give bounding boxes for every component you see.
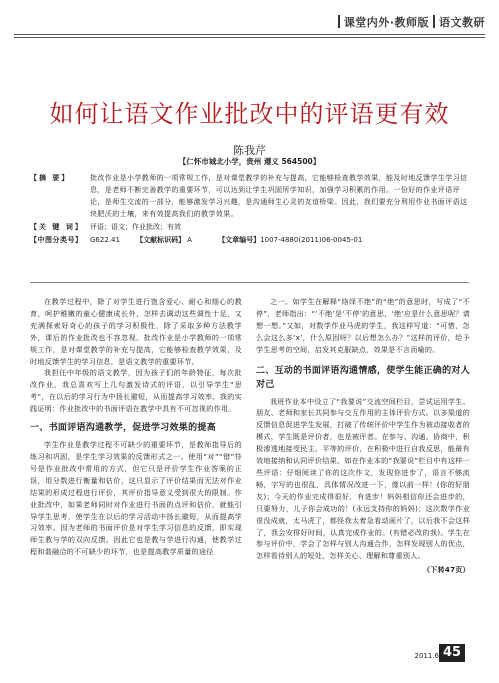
article-title: 如何让语文作业批改中的评语更有效	[49, 100, 450, 128]
header-rule-thin	[14, 37, 485, 38]
journal-header	[334, 14, 485, 30]
abstract-text: 批改作业是小学教师的一项常规工作，是对课堂教学的补充与提高，它能够检查教学效果，能及时地反馈学生学习信息，是老师不断完善教学的重要环节，可以达到让学生巩固所学知识，加强学习积累的作用。一份好的作业评语评论，是师生交流的一部分，能够激发学习兴趣，是沟通师生心灵的友谊桥梁。因此，我们要充分利用作业书面评语这块肥沃的土壤，来有效提高我们的教学效果。	[90, 174, 468, 218]
author-affiliation: 【仁怀市城北小学，贵州 遵义 564500】	[178, 157, 321, 166]
abstract-rule	[30, 282, 469, 283]
clc-code: G622.41	[90, 236, 120, 244]
keywords-label: 【关 键 词】	[30, 223, 84, 231]
abstract-row	[30, 172, 472, 220]
keywords-row	[30, 221, 472, 233]
page-number: 45	[439, 644, 465, 662]
section-heading-1: 一、书面评语沟通教学，促进学习效果的提高	[30, 423, 217, 434]
classification-row	[30, 234, 472, 246]
article-author: 陈我芹	[233, 144, 266, 157]
keywords-text: 评语；语文；作业批改；有效	[90, 223, 181, 231]
abstract-label: 【摘 要】	[30, 174, 71, 182]
left-column	[30, 296, 242, 558]
section-name: 语文教研	[439, 16, 485, 29]
paragraph: 我班作业本中设立了“我要说”交流空间栏目，尝试运用学生、朋友、老师和家长共同参与交互作用的主体评价方式。以多渠道的反馈信息促进学生发展，打破了传统评价中学生作为被动接收者的模式，学生既是评价者，也是被评者。在参与、沟通、协商中，积极渗透地接受民主、平等的评价，在积极中进行自我反思，能最有效地接纳和认同评价结果。如在作业本的“我要说”栏目中有这样一些评语：仔细阅读了你的这次作文，发现你进步了，语言不够流畅，字写的也很乱，具体情况改进一下，像以前一样！(你的好朋友)；今天的作业完成得很好，有进步！妈妈相信你还会进步的，只要努力，儿子你会成功的！(永远支持你的妈妈)；这次数学作业很没成就，太马虎了，都怪我太着急看动画片了，以后我不会这样了，我会安排好时间，认真完成作业的。(有错必改的我)。学生在参与评价中，学会了怎样与别人沟通合作，怎样发现别人的优点，怎样看待别人的短处，怎样关心、理解和尊重别人。	[256, 396, 470, 561]
issue-date: 2011.6	[414, 652, 439, 660]
header-bar-icon	[338, 15, 340, 28]
abstract-block	[30, 172, 472, 246]
doc-code: A	[187, 236, 192, 244]
right-column	[256, 296, 470, 576]
serial-number: 1007-4880(2011)06-0045-01	[260, 236, 363, 244]
continued-note: （下转47页）	[422, 565, 470, 575]
serial-label: 【文章编号】	[218, 236, 261, 244]
paragraph: 学生作业是教学过程不可缺少的重要环节，是教师指导后的练习和巩固，是学生学习效果的反馈形式之一。使用“对”“错”符号是作业批改中常用的方式，但它只是评价学生作业答案的正误，用分数进行衡量和估价，这只显示了评价结果而无法对作业结果的形成过程进行评价，其评价指导意义受到很大的限制。作业批改中，如果老师同时对作业进行书面的点评和估价，就能引导学生思考，使学生在以后的学习活动中扬长避短，从而提高学习效率。因为老师的书面评价是对学生学习信息的反馈，即实现师生教与学的双向反馈。因此它也是教与学进行沟通，使教学过程和谐融洽的不可缺少的环节，也是提高教学质量的途径	[30, 440, 242, 557]
paragraph: 在教学过程中，除了对学生进行饱含爱心、耐心和细心的教育，呵护稚嫩的童心健康成长外，怎样去调动这些调性十足，又充满探索好奇心的孩子的学习积极性，除了采取多种方法教学外，课后的作业批改也不容忽视。批改作业是小学教师的一项常规工作，是对课堂教学的补充与提高，它能够检查教学效果，及时地反馈学生的学习信息，是语文教学的重要环节。	[30, 297, 242, 366]
paragraph: 之一。如学生在解释“络绎不绝”的“绝”的意思时，写成了“不停”，老师指出：“‘不绝’是‘不停’的意思，‘绝’应是什么意思呢？请想一想。”又如，对数学作业马虎的学生，我这样写道：“可惜，怎么会这么多‘x’，什么原因呀？以后想怎么办？”这样的评价，给予学生思考的空间，启发其克服缺点，效果是不言而喻的。	[256, 297, 470, 354]
doc-code-label: 【文献标识码】	[136, 236, 186, 244]
journal-name: 课堂内外·教师版	[343, 16, 429, 29]
header-rule	[14, 34, 485, 35]
section-heading-2: 二、互动的书面评语沟通情感，使学生能正确的对人对己	[256, 365, 470, 390]
header-divider-icon	[433, 15, 435, 28]
paragraph: 我担任中年级的语文教学，因为孩子们的年龄特征，每次批改作业，我总喜欢写上几句激发诗式的评语，以引导学生“思考”，在以后的学习行为中扬长避短，从而提高学习效率。我的实践证明：作业批改中的书面评语在教学中具有不可忽视的作用。	[30, 368, 242, 414]
clc-label: 【中图分类号】	[30, 236, 83, 244]
